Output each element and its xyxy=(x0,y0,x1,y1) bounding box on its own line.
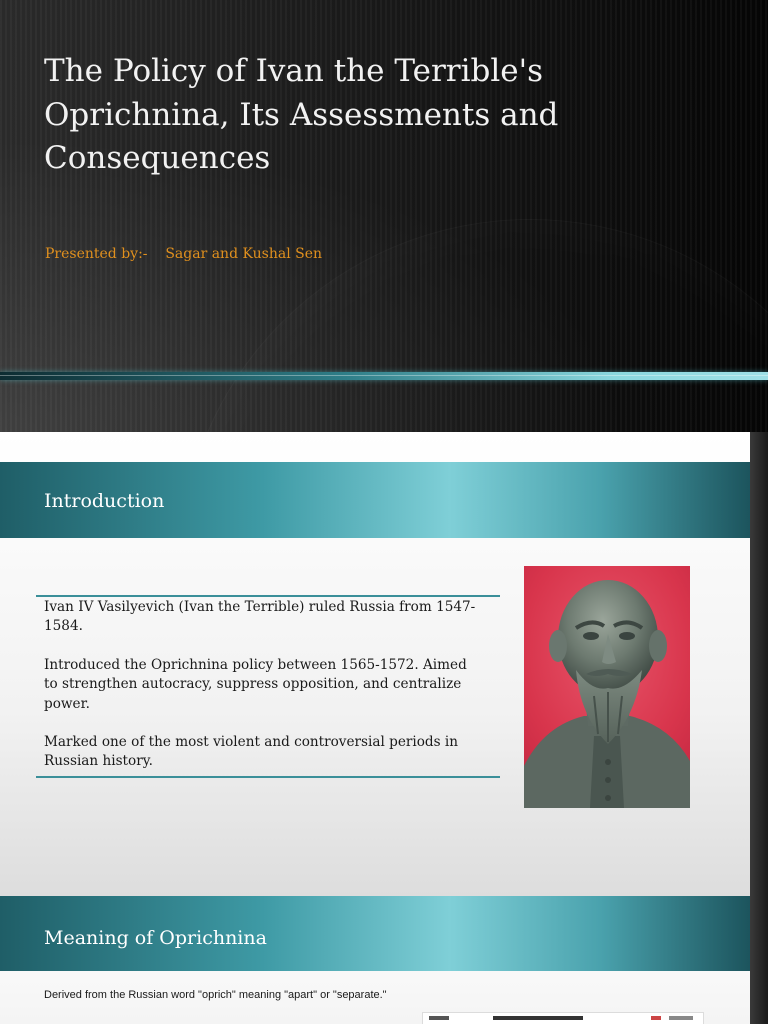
teal-divider xyxy=(0,372,768,380)
slide-heading: Introduction xyxy=(44,490,165,512)
bust-illustration xyxy=(524,566,690,808)
paragraph: Introduced the Oprichnina policy between 1565-1572. Aimed to strengthen autocracy, suppress opposition, and centralize power. xyxy=(44,656,467,712)
heading-banner xyxy=(0,462,750,538)
viewer-edge xyxy=(750,432,768,1024)
map-thumbnail-image xyxy=(422,1012,704,1024)
paragraph: Ivan IV Vasilyevich (Ivan the Terrible) ruled Russia from 1547-1584. xyxy=(44,599,476,635)
title-slide xyxy=(0,0,768,432)
definition-text: Derived from the Russian word "oprich" meaning "apart" or "separate." xyxy=(44,989,387,1001)
introduction-slide xyxy=(0,432,750,896)
heading-banner xyxy=(0,896,750,971)
paragraph: Marked one of the most violent and controversial periods in Russian history. xyxy=(44,734,459,770)
meaning-slide xyxy=(0,896,750,1024)
slide-title: The Policy of Ivan the Terrible's Oprichnina, Its Assessments and Consequences xyxy=(44,53,559,176)
divider-bottom xyxy=(36,776,500,778)
bust-portrait-image xyxy=(524,566,690,808)
slide-heading: Meaning of Oprichnina xyxy=(44,927,267,949)
presenter-line: Presented by:- Sagar and Kushal Sen xyxy=(45,246,323,262)
divider-top xyxy=(36,595,500,597)
body-text xyxy=(44,598,484,791)
